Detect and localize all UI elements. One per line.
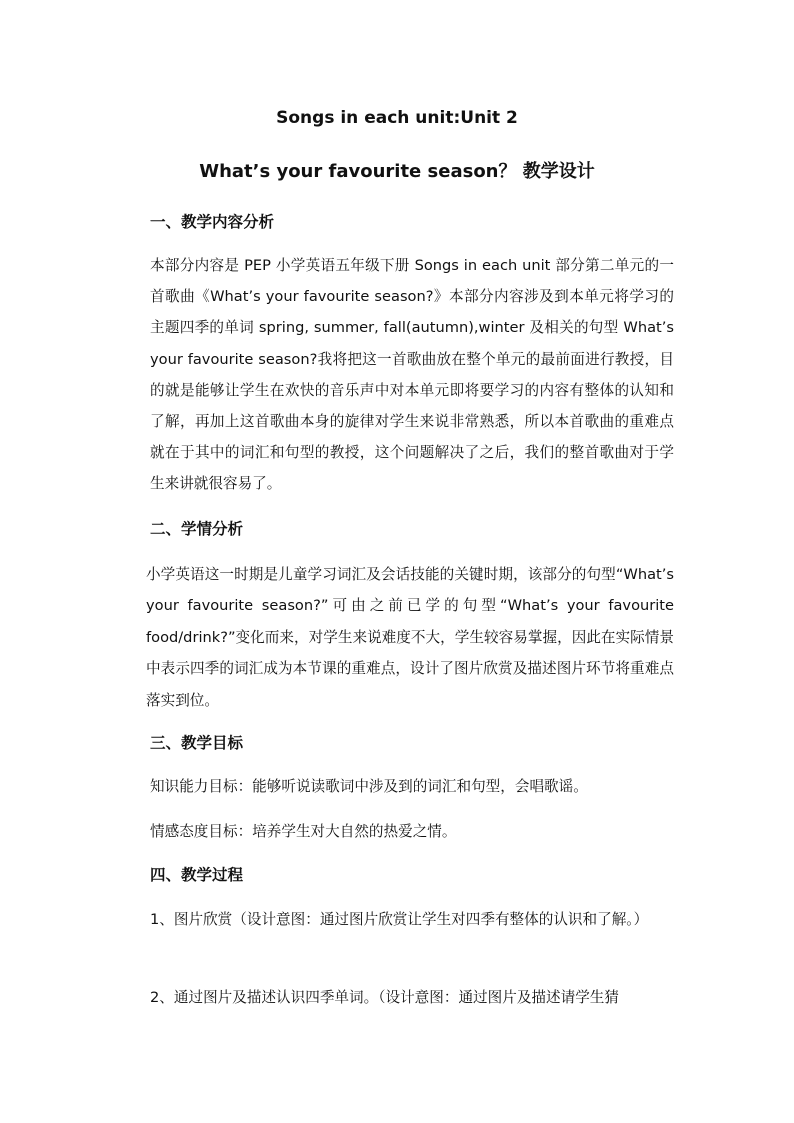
process-step-1 [118,904,674,935]
content-analysis-text: 本部分内容是 PEP 小学英语五年级下册 Songs in each unit 部分第二单元的一首歌曲《What’s your favourite season?》本部分内容涉及到本单元将学习的主题四季的单词 spring, summer, fall(autumn),winter 及相关的句型 What’s your favourite season?我将把这一首歌曲放在整个单元的最前面进行教授，目的就是能够让学生在欢快的音乐声中对本单元即将要学习的内容有整体的认知和了解，再加上这首歌曲本身的旋律对学生来说非常熟悉，所以本首歌曲的重难点就在于其中的词汇和句型的教授，这个问题解决了之后，我们的整首歌曲对于学生来讲就很容易了。 [150,257,674,493]
process-step-2: 2、通过图片及描述认识四季单词。（设计意图：通过图片及描述请学生猜 [150,989,619,1006]
section-heading-content-analysis: 一、教学内容分析 [150,213,275,231]
knowledge-goal: 知识能力目标：能够听说读歌词中涉及到的词汇和句型，会唱歌谣。 [150,778,588,795]
content-analysis-paragraph [118,250,674,500]
document-subtitle: What’s your favourite season？ 教学设计 [199,161,595,182]
document-title: Songs in each unit:Unit 2 [276,108,518,128]
student-analysis-text: 小学英语这一时期是儿童学习词汇及会话技能的关键时期，该部分的句型“What’s your favourite season?”可由之前已学的句型“What’s your favourite food/drink?”变化而来，对学生来说难度不大，学生较容易掌握，因此在实际情景中表示四季的词汇成为本节课的重难点，设计了图片欣赏及描述图片环节将重难点落实到位。 [146,566,674,709]
process-step-1-text: 1、图片欣赏（设计意图：通过图片欣赏让学生对四季有整体的认识和了解。） [150,911,649,928]
section-heading-student-analysis: 二、学情分析 [150,520,244,538]
student-analysis-paragraph [118,559,674,716]
emotion-goal: 情感态度目标：培养学生对大自然的热爱之情。 [150,823,457,840]
section-heading-teaching-process: 四、教学过程 [150,866,244,884]
section-heading-teaching-goals: 三、教学目标 [150,734,244,752]
